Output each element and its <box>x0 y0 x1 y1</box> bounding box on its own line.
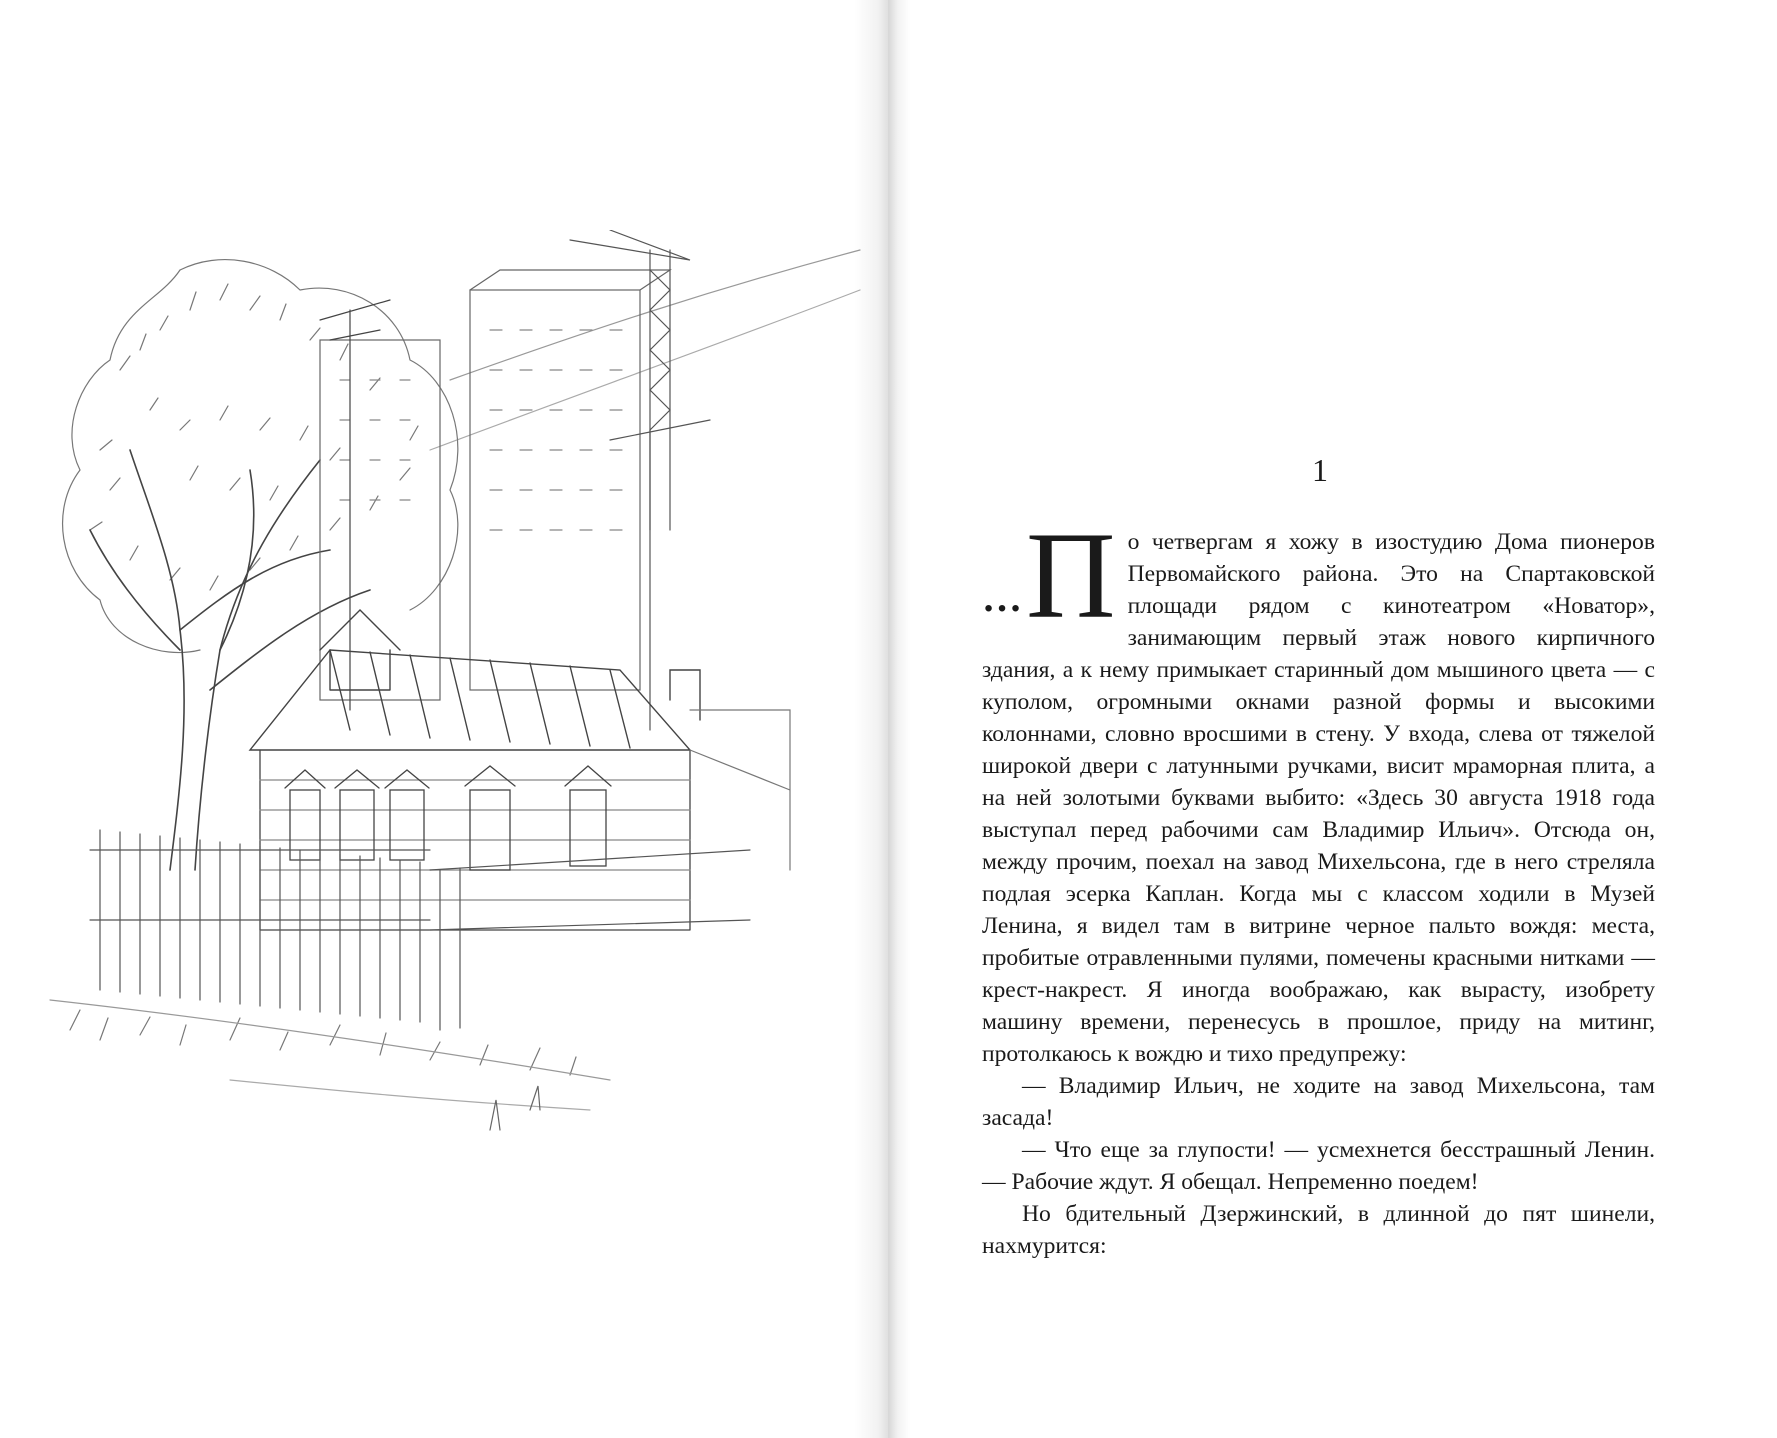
paragraph-2: — Владимир Ильич, не ходите на завод Михельсона, там засада! <box>982 1073 1655 1131</box>
paragraph-1-text: о четвергам я хожу в изостудию Дома пионеров Первомайского района. Это на Спартаковской площади рядом с кинотеатром «Новатор», занимающим первый этаж нового кирпичного здания, а к нему примыкает старинный дом мышиного цвета — с куполом, огромными окнами разной формы и высокими колоннами, словно вросшими в стену. У входа, слева от тяжелой широкой двери с латунными ручками, висит мраморная плита, а на ней золотыми буквами выбито: «Здесь 30 августа 1918 года выступал перед рабочими сам Владимир Ильич». Отсюда он, между прочим, поехал на завод Михельсона, где в него стреляла подлая эсерка Каплан. Когда мы с классом ходили в Музей Ленина, я видел там в витрине черное пальто вождя: места, пробитые отравленными пулями, помечены красными нитками — крест-накрест. Я иногда воображаю, как вырасту, изобрету машину времени, перенесусь в прошлое, приду на митинг, протолкаюсь к вождю и тихо предупрежу: <box>982 529 1655 1067</box>
dropcap-group <box>982 507 1116 644</box>
paragraph-4: Но бдительный Дзержинский, в длинной до пят шинели, нахмурится: <box>982 1201 1655 1259</box>
body-text <box>982 507 1655 1262</box>
paragraph-3: — Что еще за глупости! — усмехнется бесстрашный Ленин. — Рабочие ждут. Я обещал. Непременно поедем! <box>982 1137 1655 1195</box>
gutter-shadow-right <box>888 0 910 1438</box>
paragraph-opening <box>982 507 1655 1070</box>
chapter-number: 1 <box>1312 452 1328 488</box>
gutter-shadow-left <box>854 0 888 1438</box>
pencil-sketch-illustration <box>30 230 890 1210</box>
dropcap-letter: П <box>1026 507 1116 644</box>
ellipsis-prefix: … <box>982 575 1024 620</box>
left-page <box>0 0 888 1438</box>
